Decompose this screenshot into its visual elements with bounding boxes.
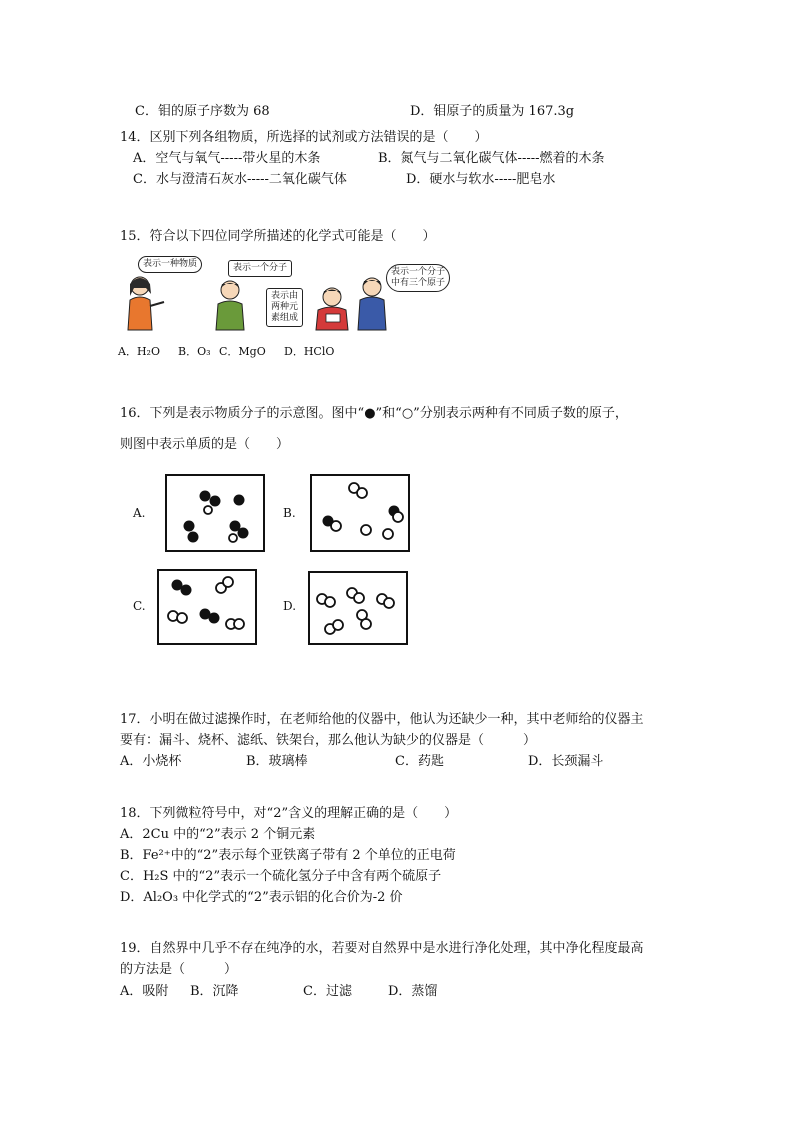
q17-option-b: B．玻璃棒 bbox=[246, 754, 308, 769]
girl-student-icon bbox=[118, 272, 168, 332]
q19-option-c: C．过滤 bbox=[303, 984, 352, 999]
q16-stem-line2: 则图中表示单质的是（ ） bbox=[120, 437, 290, 452]
boy-student-3-icon bbox=[356, 274, 390, 332]
q16-diagram-d bbox=[308, 571, 408, 645]
q15-option-d: D．HClO bbox=[284, 345, 335, 358]
q16-label-d: D. bbox=[283, 599, 297, 613]
q18-option-b: B．Fe²⁺中的“2”表示每个亚铁离子带有 2 个单位的正电荷 bbox=[120, 848, 456, 863]
q15-illustration bbox=[118, 252, 458, 332]
q16-label-b: B. bbox=[283, 506, 296, 520]
q19-option-b: B．沉降 bbox=[190, 984, 239, 999]
q19-stem-line2: 的方法是（ ） bbox=[120, 962, 238, 977]
q16-diagram-b bbox=[310, 474, 410, 552]
q18-option-d: D．Al₂O₃ 中化学式的“2”表示铝的化合价为-2 价 bbox=[120, 890, 403, 905]
q15-option-b: B．O₃ bbox=[178, 345, 211, 358]
q16-diagram-a bbox=[165, 474, 265, 552]
q17-option-d: D．长颈漏斗 bbox=[528, 754, 604, 769]
speech-bubble-1: 表示一种物质 bbox=[138, 256, 202, 273]
q14-option-b: B．氮气与二氧化碳气体-----燃着的木条 bbox=[378, 151, 605, 166]
q14-option-c: C．水与澄清石灰水-----二氧化碳气体 bbox=[133, 172, 347, 187]
q19-option-d: D．蒸馏 bbox=[388, 984, 438, 999]
q15-option-a: A．H₂O bbox=[118, 345, 160, 358]
q17-option-c: C．药匙 bbox=[395, 754, 444, 769]
q14-option-a: A．空气与氧气-----带火星的木条 bbox=[133, 151, 321, 166]
q18-stem: 18．下列微粒符号中，对“2”含义的理解正确的是（ ） bbox=[120, 806, 458, 821]
q17-stem-line2: 要有：漏斗、烧杯、滤纸、铁架台，那么他认为缺少的仪器是（ ） bbox=[120, 733, 537, 748]
q17-option-a: A．小烧杯 bbox=[120, 754, 182, 769]
q16-diagram-c bbox=[157, 569, 257, 645]
q19-stem-line1: 19．自然界中几乎不存在纯净的水，若要对自然界中是水进行净化处理，其中净化程度最高 bbox=[120, 941, 644, 956]
q13-option-d: D．钼原子的质量为 167.3g bbox=[410, 104, 575, 119]
q17-stem-line1: 17．小明在做过滤操作时，在老师给他的仪器中，他认为还缺少一种，其中老师给的仪器主 bbox=[120, 712, 644, 727]
speech-bubble-2: 表示一个分子 bbox=[228, 260, 292, 277]
boy-student-2-icon bbox=[310, 284, 356, 332]
speech-bubble-3: 表示由 两种元 素组成 bbox=[266, 288, 303, 327]
q19-option-a: A．吸附 bbox=[120, 984, 169, 999]
q18-option-c: C．H₂S 中的“2”表示一个硫化氢分子中含有两个硫原子 bbox=[120, 869, 442, 884]
q13-option-c: C．钼的原子序数为 68 bbox=[135, 104, 270, 119]
q14-stem: 14．区别下列各组物质，所选择的试剂或方法错误的是（ ） bbox=[120, 130, 488, 145]
q18-option-a: A．2Cu 中的“2”表示 2 个铜元素 bbox=[120, 827, 316, 842]
q14-option-d: D．硬水与软水-----肥皂水 bbox=[406, 172, 556, 187]
speech-bubble-4: 表示一个分子 中有三个原子 bbox=[386, 264, 450, 292]
q16-label-a: A. bbox=[133, 506, 146, 520]
q16-label-c: C. bbox=[133, 599, 146, 613]
q15-stem: 15．符合以下四位同学所描述的化学式可能是（ ） bbox=[120, 229, 436, 244]
boy-student-1-icon bbox=[210, 276, 252, 332]
q16-stem-line1: 16．下列是表示物质分子的示意图。图中“●”和“○”分别表示两种有不同质子数的原子， bbox=[120, 406, 628, 421]
q15-option-c: C．MgO bbox=[219, 345, 266, 358]
